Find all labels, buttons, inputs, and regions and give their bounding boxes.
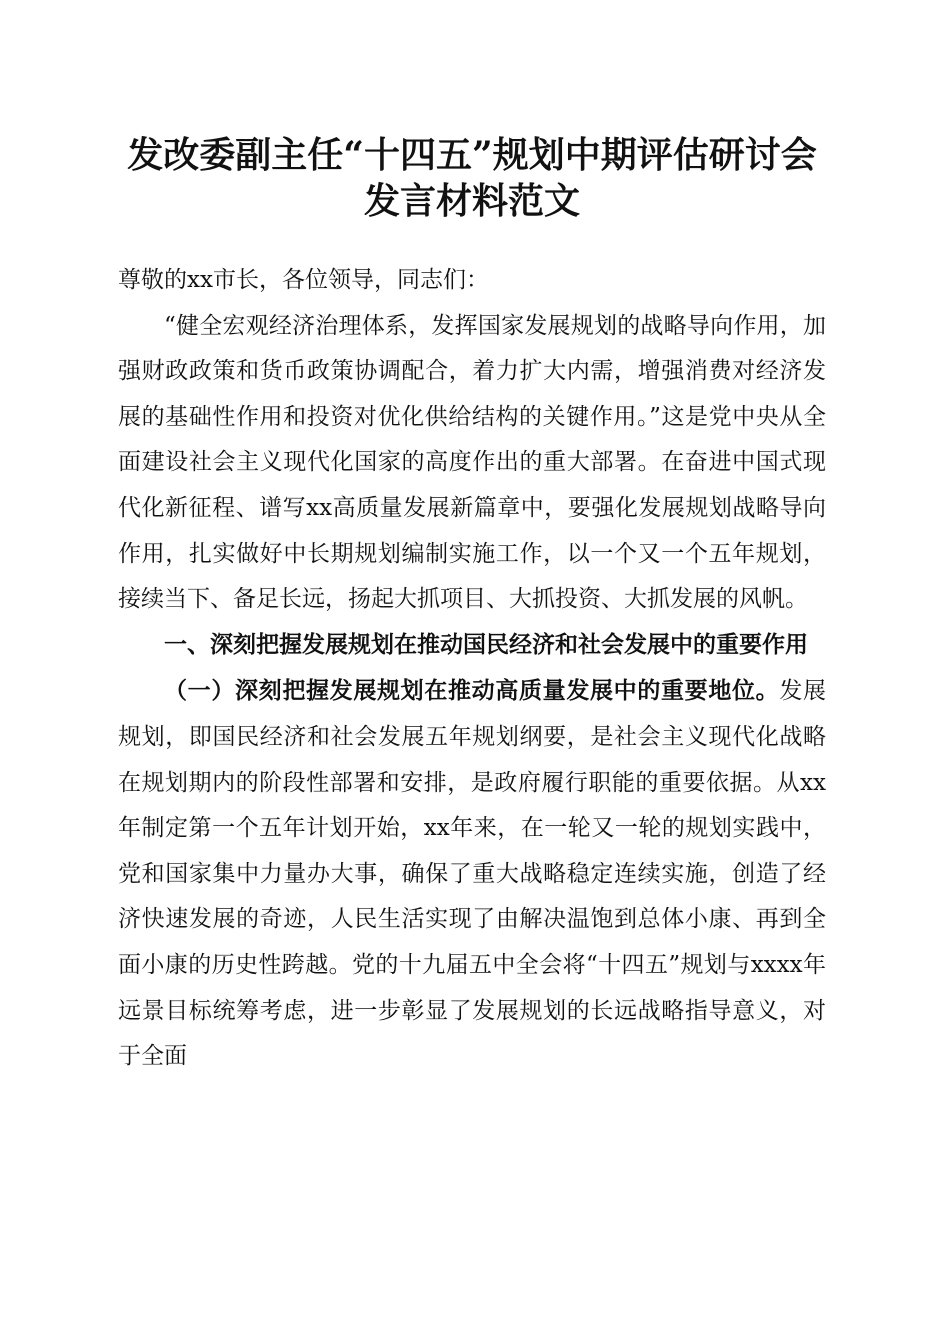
subsection-1-paragraph bbox=[118, 668, 826, 1079]
document-body bbox=[118, 258, 826, 1080]
title-line-1: 发改委副主任“十四五”规划中期评估研讨会 bbox=[127, 134, 817, 176]
section-1-heading: 一、深刻把握发展规划在推动国民经济和社会发展中的重要作用 bbox=[164, 631, 808, 658]
salutation: 尊敬的xx市长，各位领导，同志们： bbox=[118, 267, 489, 293]
document-title bbox=[118, 132, 826, 224]
intro-paragraph: “健全宏观经济治理体系，发挥国家发展规划的战略导向作用，加强财政政策和货币政策协调配合，着力扩大内需，增强消费对经济发展的基础性作用和投资对优化供给结构的关键作用。”这是党中央从全面建设社会主义现代化国家的高度作出的重大部署。在奋进中国式现代化新征程、谱写xx高质量发展新篇章中，要强化发展规划战略导向作用，扎实做好中长期规划编制实施工作，以一个又一个五年规划，接续当下、备足长远，扬起大抓项目、大抓投资、大抓发展的风帆。 bbox=[118, 312, 826, 613]
subsection-1-body: 发展规划，即国民经济和社会发展五年规划纲要，是社会主义现代化战略在规划期内的阶段性部署和安排，是政府履行职能的重要依据。从xx年制定第一个五年计划开始，xx年来，在一轮又一轮的规划实践中，党和国家集中力量办大事，确保了重大战略稳定连续实施，创造了经济快速发展的奇迹，人民生活实现了由解决温饱到总体小康、再到全面小康的历史性跨越。党的十九届五中全会将“十四五”规划与xxxx年远景目标统筹考虑，进一步彰显了发展规划的长远战略指导意义，对于全面 bbox=[118, 678, 827, 1070]
document-page bbox=[118, 132, 826, 1080]
subsection-1-lead: （一）深刻把握发展规划在推动高质量发展中的重要地位。 bbox=[164, 677, 780, 705]
title-line-2: 发言材料范文 bbox=[363, 180, 580, 222]
